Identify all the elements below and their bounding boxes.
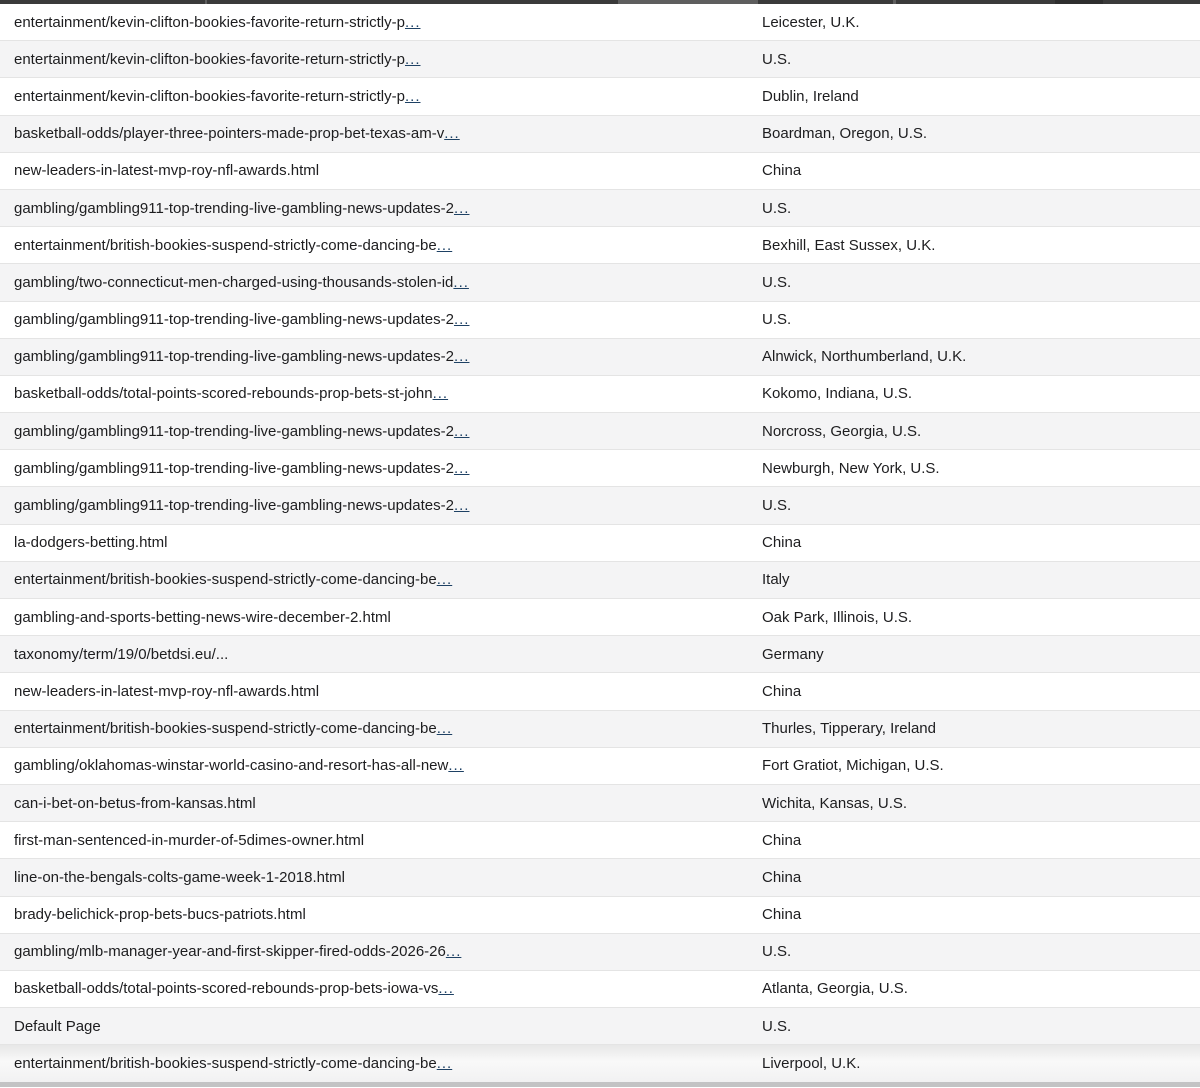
page-path-cell bbox=[0, 795, 748, 812]
location-text: U.S. bbox=[762, 273, 792, 291]
page-path-text: entertainment/british-bookies-suspend-strictly-come-dancing-be bbox=[14, 720, 437, 738]
page-path-cell bbox=[0, 237, 748, 254]
location-text: Germany bbox=[762, 645, 824, 663]
table-row[interactable] bbox=[0, 599, 1200, 636]
location-cell bbox=[748, 497, 1200, 514]
page-path-text: gambling/oklahomas-winstar-world-casino-and-resort-has-all-new bbox=[14, 757, 449, 775]
page-path-text: can-i-bet-on-betus-from-kansas.html bbox=[14, 794, 256, 812]
location-text: Thurles, Tipperary, Ireland bbox=[762, 720, 936, 738]
page-path-text: gambling/gambling911-top-trending-live-gambling-news-updates-2 bbox=[14, 348, 454, 366]
page-path-cell bbox=[0, 385, 748, 402]
location-text: Newburgh, New York, U.S. bbox=[762, 459, 940, 477]
page-path-cell bbox=[0, 906, 748, 923]
page-path-text: gambling/two-connecticut-men-charged-using-thousands-stolen-id bbox=[14, 273, 454, 291]
table-row[interactable] bbox=[0, 971, 1200, 1008]
table-row[interactable] bbox=[0, 339, 1200, 376]
page-path-text: new-leaders-in-latest-mvp-roy-nfl-awards.html bbox=[14, 682, 320, 700]
page-path-text: entertainment/british-bookies-suspend-strictly-come-dancing-be bbox=[14, 236, 437, 254]
page-path-cell bbox=[0, 274, 748, 291]
location-cell bbox=[748, 348, 1200, 365]
page-path-cell bbox=[0, 162, 748, 179]
table-row[interactable] bbox=[0, 1045, 1200, 1082]
expand-path-ellipsis-link[interactable]: ... bbox=[453, 459, 470, 477]
location-cell bbox=[748, 683, 1200, 700]
expand-path-ellipsis-link[interactable]: ... bbox=[453, 497, 470, 515]
location-cell bbox=[748, 423, 1200, 440]
table-row[interactable] bbox=[0, 450, 1200, 487]
table-row[interactable] bbox=[0, 153, 1200, 190]
location-cell bbox=[748, 460, 1200, 477]
location-text: U.S. bbox=[762, 199, 792, 217]
page-path-text: taxonomy/term/19/0/betdsi.eu/... bbox=[14, 645, 229, 663]
table-row[interactable] bbox=[0, 78, 1200, 115]
page-path-cell bbox=[0, 311, 748, 328]
table-row[interactable] bbox=[0, 897, 1200, 934]
table-row[interactable] bbox=[0, 116, 1200, 153]
header-edge-segment bbox=[1055, 0, 1103, 4]
header-edge-divider bbox=[893, 0, 896, 4]
expand-path-ellipsis-link[interactable]: ... bbox=[453, 199, 470, 217]
page-path-text: line-on-the-bengals-colts-game-week-1-2018.html bbox=[14, 868, 345, 886]
page-path-text: basketball-odds/total-points-scored-rebounds-prop-bets-iowa-vs bbox=[14, 980, 439, 998]
page-path-cell bbox=[0, 869, 748, 886]
location-text: China bbox=[762, 906, 802, 924]
location-cell bbox=[748, 869, 1200, 886]
location-cell bbox=[748, 14, 1200, 31]
table-row[interactable] bbox=[0, 748, 1200, 785]
location-cell bbox=[748, 200, 1200, 217]
expand-path-ellipsis-link[interactable]: ... bbox=[444, 125, 460, 143]
location-cell bbox=[748, 274, 1200, 291]
page-path-text: gambling/mlb-manager-year-and-first-skipper-fired-odds-2026-26 bbox=[14, 943, 446, 961]
header-bottom-edge bbox=[0, 0, 1200, 4]
location-text: Oak Park, Illinois, U.S. bbox=[762, 608, 913, 626]
table-row[interactable] bbox=[0, 636, 1200, 673]
page-path-cell bbox=[0, 14, 748, 31]
location-text: Fort Gratiot, Michigan, U.S. bbox=[762, 757, 944, 775]
location-cell bbox=[748, 125, 1200, 142]
expand-path-ellipsis-link[interactable]: ... bbox=[432, 385, 449, 403]
page-path-cell bbox=[0, 51, 748, 68]
page-path-text: basketball-odds/total-points-scored-rebounds-prop-bets-st-john bbox=[14, 385, 433, 403]
location-cell bbox=[748, 88, 1200, 105]
page-path-text: Default Page bbox=[14, 1017, 101, 1035]
page-path-text: gambling/gambling911-top-trending-live-gambling-news-updates-2 bbox=[14, 422, 454, 440]
page-path-cell bbox=[0, 757, 748, 774]
page-path-cell bbox=[0, 832, 748, 849]
page-path-cell bbox=[0, 534, 748, 551]
location-text: Italy bbox=[762, 571, 790, 589]
table-row[interactable] bbox=[0, 859, 1200, 896]
location-text: Bexhill, East Sussex, U.K. bbox=[762, 236, 936, 254]
page-path-text: entertainment/british-bookies-suspend-strictly-come-dancing-be bbox=[14, 1055, 437, 1073]
expand-path-ellipsis-link[interactable]: ... bbox=[438, 980, 454, 998]
table-row[interactable] bbox=[0, 1008, 1200, 1045]
page-path-text: la-dodgers-betting.html bbox=[14, 534, 168, 552]
expand-path-ellipsis-link[interactable]: ... bbox=[436, 1055, 453, 1073]
page-path-text: brady-belichick-prop-bets-bucs-patriots.html bbox=[14, 906, 306, 924]
location-text: Alnwick, Northumberland, U.K. bbox=[762, 348, 967, 366]
location-text: U.S. bbox=[762, 497, 792, 515]
page-path-text: new-leaders-in-latest-mvp-roy-nfl-awards.html bbox=[14, 162, 320, 180]
location-text: Boardman, Oregon, U.S. bbox=[762, 125, 928, 143]
expand-path-ellipsis-link[interactable]: ... bbox=[448, 757, 464, 775]
page-path-text: entertainment/british-bookies-suspend-strictly-come-dancing-be bbox=[14, 571, 437, 589]
location-text: Norcross, Georgia, U.S. bbox=[762, 422, 922, 440]
expand-path-ellipsis-link[interactable]: ... bbox=[453, 273, 469, 291]
location-cell bbox=[748, 311, 1200, 328]
page-path-cell bbox=[0, 571, 748, 588]
expand-path-ellipsis-link[interactable]: ... bbox=[436, 571, 453, 589]
page-path-cell bbox=[0, 1018, 748, 1035]
location-cell bbox=[748, 757, 1200, 774]
page-path-text: basketball-odds/player-three-pointers-made-prop-bet-texas-am-v bbox=[14, 125, 445, 143]
table-row[interactable] bbox=[0, 822, 1200, 859]
location-text: China bbox=[762, 682, 802, 700]
page-path-cell bbox=[0, 348, 748, 365]
location-cell bbox=[748, 571, 1200, 588]
expand-path-ellipsis-link[interactable]: ... bbox=[445, 943, 462, 961]
location-text: China bbox=[762, 162, 802, 180]
page-path-cell bbox=[0, 1055, 748, 1072]
expand-path-ellipsis-link[interactable]: ... bbox=[453, 311, 470, 329]
location-cell bbox=[748, 162, 1200, 179]
location-text: U.S. bbox=[762, 1017, 792, 1035]
table-row[interactable] bbox=[0, 562, 1200, 599]
page-path-cell bbox=[0, 683, 748, 700]
location-text: Leicester, U.K. bbox=[762, 13, 860, 31]
location-cell bbox=[748, 720, 1200, 737]
expand-path-ellipsis-link[interactable]: ... bbox=[436, 236, 453, 254]
location-text: U.S. bbox=[762, 50, 792, 68]
page-path-text: gambling/gambling911-top-trending-live-gambling-news-updates-2 bbox=[14, 497, 454, 515]
location-text: China bbox=[762, 868, 802, 886]
location-text: U.S. bbox=[762, 943, 792, 961]
location-cell bbox=[748, 832, 1200, 849]
page-path-cell bbox=[0, 943, 748, 960]
table-row[interactable] bbox=[0, 41, 1200, 78]
page-path-text: entertainment/kevin-clifton-bookies-favorite-return-strictly-p bbox=[14, 87, 405, 105]
location-cell bbox=[748, 646, 1200, 663]
page-path-cell bbox=[0, 88, 748, 105]
header-edge-divider bbox=[205, 0, 207, 4]
location-cell bbox=[748, 1055, 1200, 1072]
table-row[interactable] bbox=[0, 302, 1200, 339]
page-path-text: gambling/gambling911-top-trending-live-gambling-news-updates-2 bbox=[14, 199, 454, 217]
location-cell bbox=[748, 237, 1200, 254]
location-cell bbox=[748, 609, 1200, 626]
location-cell bbox=[748, 943, 1200, 960]
location-text: Atlanta, Georgia, U.S. bbox=[762, 980, 908, 998]
location-text: Wichita, Kansas, U.S. bbox=[762, 794, 908, 812]
table-row[interactable] bbox=[0, 413, 1200, 450]
page-path-cell bbox=[0, 200, 748, 217]
page-path-cell bbox=[0, 720, 748, 737]
expand-path-ellipsis-link[interactable]: ... bbox=[404, 87, 421, 105]
expand-path-ellipsis-link[interactable]: ... bbox=[436, 720, 453, 738]
table-row[interactable] bbox=[0, 785, 1200, 822]
table-row[interactable] bbox=[0, 4, 1200, 41]
location-cell bbox=[748, 1018, 1200, 1035]
table-body bbox=[0, 4, 1200, 1082]
page-path-cell bbox=[0, 460, 748, 477]
table-row[interactable] bbox=[0, 264, 1200, 301]
location-text: Kokomo, Indiana, U.S. bbox=[762, 385, 913, 403]
expand-path-ellipsis-link[interactable]: ... bbox=[453, 348, 470, 366]
location-cell bbox=[748, 980, 1200, 997]
expand-path-ellipsis-link[interactable]: ... bbox=[404, 50, 421, 68]
location-cell bbox=[748, 906, 1200, 923]
page-path-cell bbox=[0, 423, 748, 440]
page-path-text: gambling-and-sports-betting-news-wire-december-2.html bbox=[14, 608, 391, 626]
location-text: China bbox=[762, 534, 802, 552]
location-text: U.S. bbox=[762, 311, 792, 329]
page-path-cell bbox=[0, 646, 748, 663]
header-edge-segment bbox=[618, 0, 758, 4]
page-path-text: gambling/gambling911-top-trending-live-gambling-news-updates-2 bbox=[14, 311, 454, 329]
location-text: Liverpool, U.K. bbox=[762, 1055, 861, 1073]
table-row[interactable] bbox=[0, 711, 1200, 748]
location-text: Dublin, Ireland bbox=[762, 87, 859, 105]
location-cell bbox=[748, 795, 1200, 812]
page-path-cell bbox=[0, 125, 748, 142]
table-row[interactable] bbox=[0, 934, 1200, 971]
location-cell bbox=[748, 51, 1200, 68]
page-path-cell bbox=[0, 497, 748, 514]
page-path-text: gambling/gambling911-top-trending-live-gambling-news-updates-2 bbox=[14, 459, 454, 477]
table-row[interactable] bbox=[0, 487, 1200, 524]
location-cell bbox=[748, 385, 1200, 402]
location-text: China bbox=[762, 831, 802, 849]
page-path-cell bbox=[0, 980, 748, 997]
page-path-text: entertainment/kevin-clifton-bookies-favorite-return-strictly-p bbox=[14, 50, 405, 68]
table-row[interactable] bbox=[0, 673, 1200, 710]
window-bottom-edge bbox=[0, 1082, 1200, 1087]
table-row[interactable] bbox=[0, 376, 1200, 413]
page-path-text: entertainment/kevin-clifton-bookies-favorite-return-strictly-p bbox=[14, 13, 405, 31]
expand-path-ellipsis-link[interactable]: ... bbox=[453, 422, 470, 440]
location-cell bbox=[748, 534, 1200, 551]
table-row[interactable] bbox=[0, 227, 1200, 264]
table-row[interactable] bbox=[0, 190, 1200, 227]
page-path-cell bbox=[0, 609, 748, 626]
expand-path-ellipsis-link[interactable]: ... bbox=[404, 13, 421, 31]
table-row[interactable] bbox=[0, 525, 1200, 562]
page-path-text: first-man-sentenced-in-murder-of-5dimes-owner.html bbox=[14, 831, 365, 849]
